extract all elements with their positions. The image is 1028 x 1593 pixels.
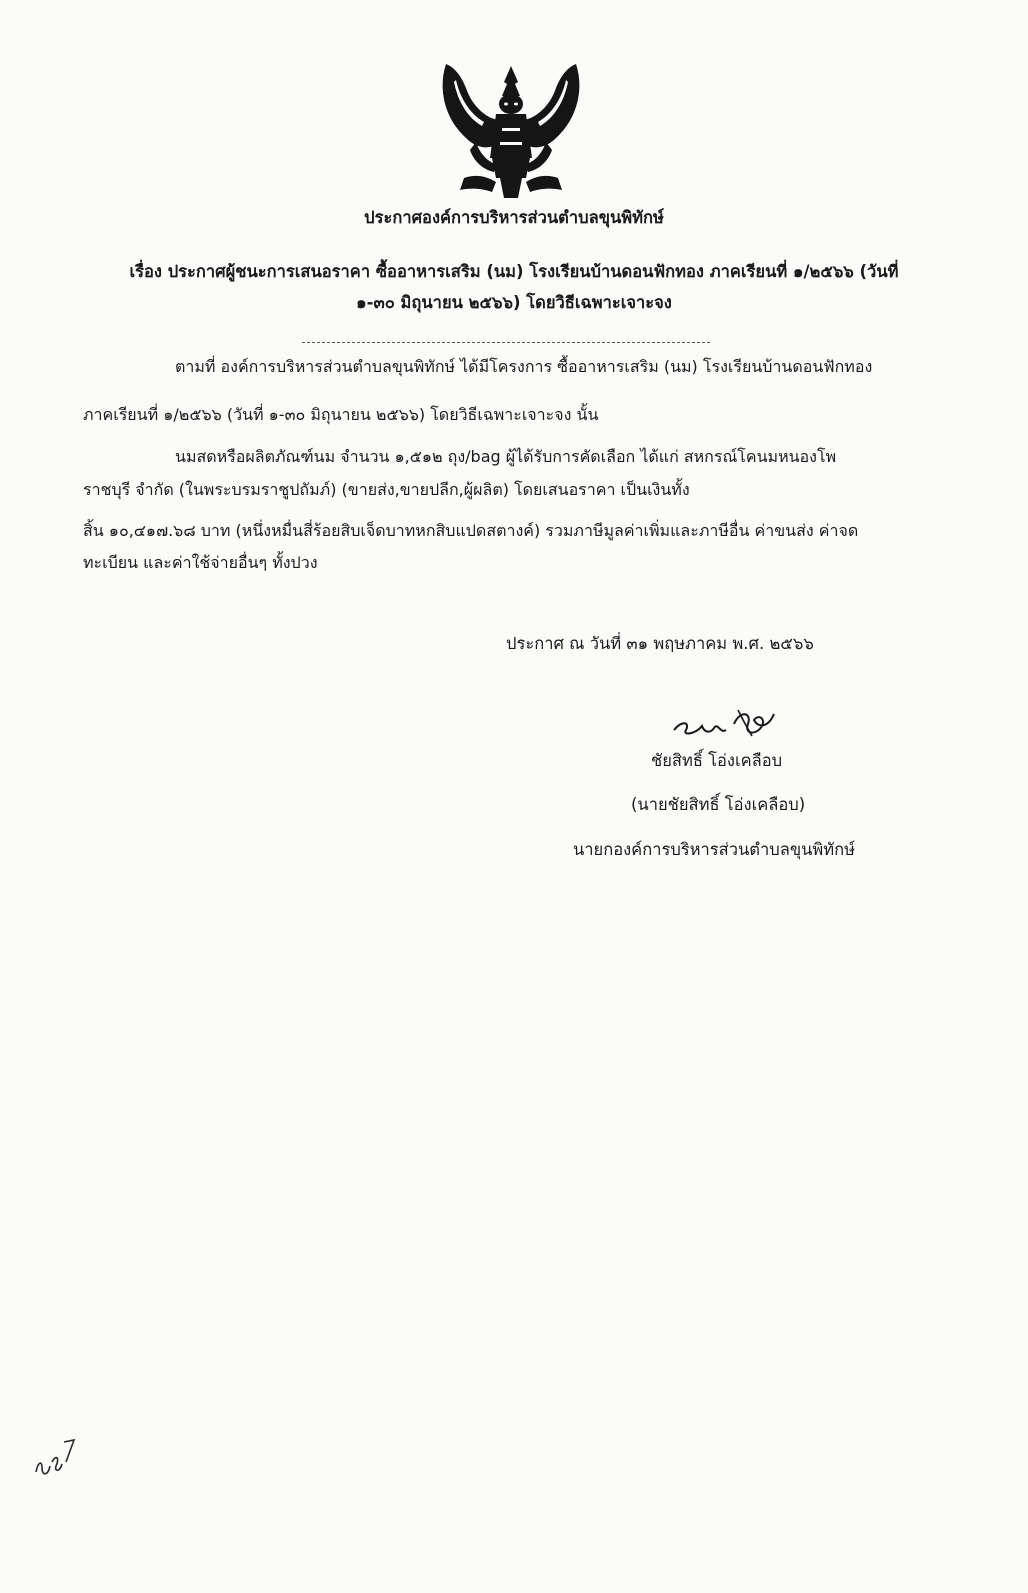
body-line: ภาคเรียนที่ ๑/๒๕๖๖ (วันที่ ๑-๓๐ มิถุนายน ๒๕๖๖) โดยวิธีเฉพาะเจาะจง นั้น	[83, 405, 599, 424]
body-line: นมสดหรือผลิตภัณฑ์นม จำนวน ๑,๕๑๒ ถุง/bag ผู้ได้รับการคัดเลือก ได้แก่ สหกรณ์โคนมหนองโพ	[175, 447, 837, 466]
signer-name: ชัยสิทธิ์ โอ่งเคลือบ	[651, 751, 783, 770]
subject-line-1: เรื่อง ประกาศผู้ชนะการเสนอราคา ซื้ออาหารเสริม (นม) โรงเรียนบ้านดอนฟักทอง ภาคเรียนที่ ๑/๒๕๖๖ (วันที่	[129, 262, 899, 281]
body-line: สิ้น ๑๐,๔๑๗.๖๘ บาท (หนึ่งหมื่นสี่ร้อยสิบเจ็ดบาทหกสิบแปดสตางค์) รวมภาษีมูลค่าเพิ่มและภาษีอื่น ค่าขนส่ง ค่าจด	[83, 521, 859, 540]
body-line: ทะเบียน และค่าใช้จ่ายอื่นๆ ทั้งปวง	[83, 553, 318, 572]
subject-line-2: ๑-๓๐ มิถุนายน ๒๕๖๖) โดยวิธีเฉพาะเจาะจง	[356, 293, 672, 312]
divider	[302, 342, 710, 343]
garuda-emblem-icon	[436, 58, 586, 200]
signature-icon	[668, 706, 778, 742]
issuer-heading: ประกาศองค์การบริหารส่วนตำบลขุนพิทักษ์	[364, 208, 664, 227]
signer-title: นายกองค์การบริหารส่วนตำบลขุนพิทักษ์	[573, 840, 856, 859]
announcement-date: ประกาศ ณ วันที่ ๓๑ พฤษภาคม พ.ศ. ๒๕๖๖	[506, 634, 814, 653]
handwritten-mark-icon	[30, 1432, 80, 1484]
body-line: ราชบุรี จำกัด (ในพระบรมราชูปถัมภ์) (ขายส่ง,ขายปลีก,ผู้ผลิต) โดยเสนอราคา เป็นเงินทั้ง	[83, 480, 690, 499]
body-line: ตามที่ องค์การบริหารส่วนตำบลขุนพิทักษ์ ได้มีโครงการ ซื้ออาหารเสริม (นม) โรงเรียนบ้านดอนฟักทอง	[175, 357, 873, 376]
signer-full-name: (นายชัยสิทธิ์ โอ่งเคลือบ)	[631, 795, 806, 814]
